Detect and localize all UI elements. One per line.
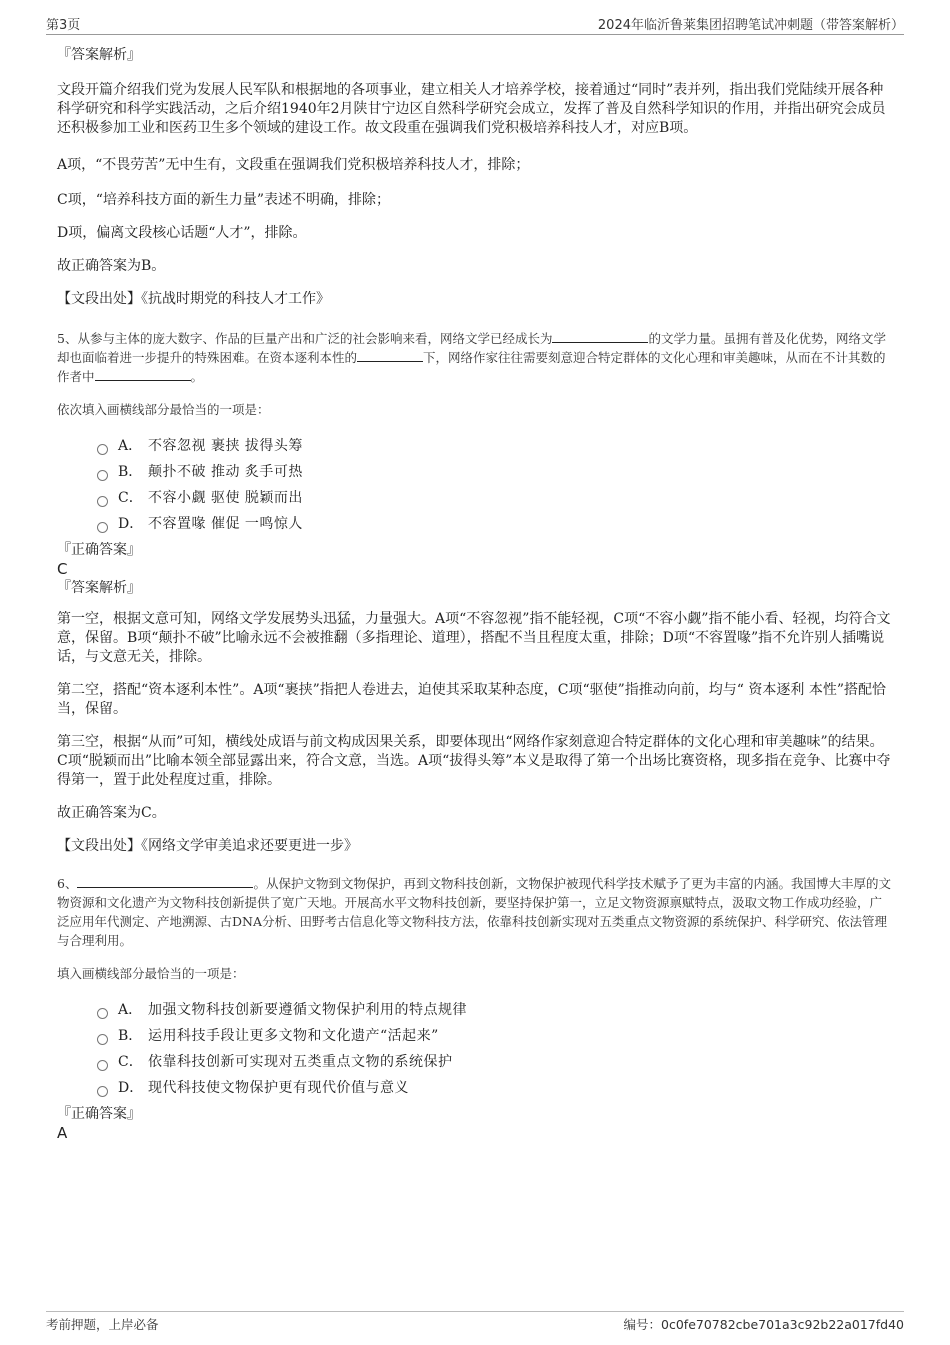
option-c[interactable]: C． 不容小觑 驱使 脱颖而出 — [97, 485, 892, 511]
options-list — [97, 997, 892, 1101]
analysis-paragraph: A项，“不畏劳苦”无中生有，文段重在强调我们党积极培养科技人才，排除； — [57, 157, 530, 173]
analysis-mark: 『答案解析』 — [57, 47, 141, 63]
option-a[interactable]: A． 加强文物科技创新要遵循文物保护利用的特点规律 — [97, 997, 892, 1023]
analysis-paragraph: D项，偏离文段核心话题“人才”，排除。 — [57, 225, 307, 241]
radio-icon[interactable] — [97, 522, 108, 533]
source-line — [57, 837, 892, 856]
answer-mark: 『正确答案』 — [57, 542, 141, 558]
option-b[interactable]: B． 运用科技手段让更多文物和文化遗产“活起来” — [97, 1023, 892, 1049]
analysis-mark: 『答案解析』 — [57, 580, 141, 596]
analysis-paragraph: 第二空，搭配“资本逐利本性”。A项“裹挟”指把人卷进去，迫使其采取某种态度，C项“驱使”指推动向前，均与“ 资本逐利 本性”搭配恰当，保留。 — [57, 682, 886, 717]
page-footer — [46, 1311, 904, 1336]
document-code — [624, 1315, 905, 1333]
radio-icon[interactable] — [97, 496, 108, 507]
page-number: 第3页 — [46, 18, 81, 33]
fill-blank — [552, 330, 648, 343]
conclusion: 故正确答案为B。 — [57, 258, 166, 274]
source-line — [57, 290, 892, 309]
footer-motto: 考前押题，上岸必备 — [46, 1317, 159, 1332]
fill-blank — [77, 875, 253, 888]
code-value: 0c0fe70782cbe701a3c92b22a017fd40 — [661, 1317, 904, 1332]
fill-blank — [95, 368, 191, 381]
option-d[interactable]: D． 现代科技使文物保护更有现代价值与意义 — [97, 1075, 892, 1101]
analysis-paragraph: C项，“培养科技方面的新生力量”表述不明确，排除； — [57, 192, 391, 208]
option-a[interactable]: A． 不容忽视 裹挟 拔得头筹 — [97, 433, 892, 459]
conclusion: 故正确答案为C。 — [57, 805, 166, 821]
code-label: 编号： — [623, 1317, 662, 1332]
page-header — [46, 12, 904, 35]
answer-value: C — [57, 560, 68, 578]
option-b[interactable]: B． 颠扑不破 推动 炙手可热 — [97, 459, 892, 485]
analysis-paragraph: 文段开篇介绍我们党为发展人民军队和根据地的各项事业，建立相关人才培养学校，接着通过“同时”表并列，指出我们党陆续开展各种科学研究和科学实践活动，之后介绍1940年2月陕甘宁边区自然科学研究会成立，发挥了普及自然科学知识的作用，并指出研究会成员还积极参加工业和医药卫生多个领域的建设工作。故文段重在强调我们党积极培养科技人才，对应B项。 — [57, 82, 886, 136]
options-list — [97, 433, 892, 537]
question-instruction: 填入画横线部分最恰当的一项是： — [57, 966, 245, 981]
question-instruction: 依次填入画横线部分最恰当的一项是： — [57, 402, 270, 417]
option-d[interactable]: D． 不容置喙 催促 一鸣惊人 — [97, 511, 892, 537]
source-title: 《抗战时期党的科技人才工作》 — [141, 291, 330, 307]
source-label: 【文段出处】 — [57, 838, 141, 854]
analysis-paragraph: 第一空，根据文意可知，网络文学发展势头迅猛，力量强大。A项“不容忽视”指不能轻视，C项“不容小觑”指不能小看、轻视，均符合文意，保留。B项“颠扑不破”比喻永远不会被推翻（多指理论、道理），搭配不当且程度太重，排除；D项“不容置喙”指不允许别人插嘴说话，与文意无关，排除。 — [57, 611, 891, 665]
radio-icon[interactable] — [97, 1060, 108, 1071]
radio-icon[interactable] — [97, 470, 108, 481]
analysis-paragraph: 第三空，根据“从而”可知，横线处成语与前文构成因果关系，即要体现出“网络作家刻意迎合特定群体的文化心理和审美趣味”的结果。C项“脱颖而出”比喻本领全部显露出来，符合文意，当选。A项“拔得头筹”本义是取得了第一个出场比赛资格，现多指在竞争、比赛中夺得第一，置于此处程度过重，排除。 — [57, 734, 891, 788]
question-5-stem: 5、从参与主体的庞大数字、作品的巨量产出和广泛的社会影响来看，网络文学已经成长为 的文学力量。虽拥有普及化优势，网络文学却也面临着进一步提升的特殊困难。在资本逐利本性的 下，网络作家往往需要刻意迎合特定群体的文化心理和审美趣味，从而在不计其数的作者中 。 — [57, 331, 886, 384]
radio-icon[interactable] — [97, 444, 108, 455]
option-c[interactable]: C． 依靠科技创新可实现对五类重点文物的系统保护 — [97, 1049, 892, 1075]
page-content — [57, 46, 892, 1143]
radio-icon[interactable] — [97, 1008, 108, 1019]
document-title: 2024年临沂鲁莱集团招聘笔试冲刺题（带答案解析） — [597, 18, 904, 33]
source-title: 《网络文学审美追求还要更进一步》 — [141, 838, 358, 854]
answer-mark: 『正确答案』 — [57, 1106, 141, 1122]
answer-value: A — [57, 1124, 68, 1142]
radio-icon[interactable] — [97, 1034, 108, 1045]
fill-blank — [357, 349, 423, 362]
question-6-stem: 6、 。从保护文物到文物保护，再到文物科技创新，文物保护被现代科学技术赋予了更为丰富的内涵。我国博大丰厚的文物资源和文化遗产为文物科技创新提供了宽广天地。开展高水平文物科技创新，要坚持保护第一，立足文物资源禀赋特点，汲取文物工作成功经验，广泛应用年代测定、产地溯源、古DNA分析、田野考古信息化等文物科技方法，依靠科技创新实现对五类重点文物资源的系统保护、科学研究、依法管理与合理利用。 — [57, 876, 891, 948]
source-label: 【文段出处】 — [57, 291, 141, 307]
radio-icon[interactable] — [97, 1086, 108, 1097]
